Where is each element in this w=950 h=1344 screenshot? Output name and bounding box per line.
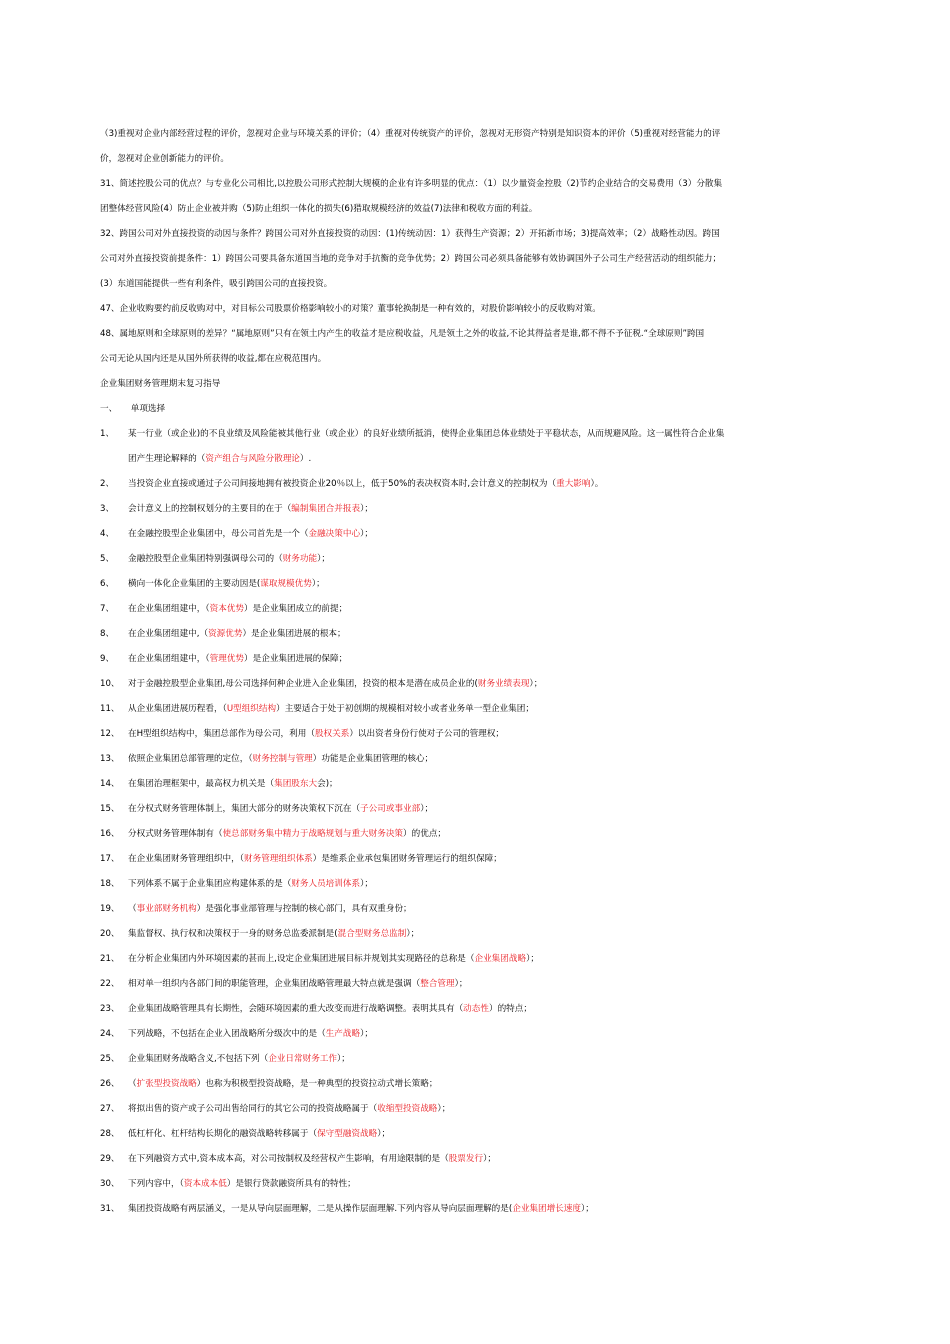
paragraph-line: 团整体经营风险(4）防止企业被并购（5)防止组织一体化的损失(6)猎取规模经济的效益(7)法律和税收方面的利益。 [100,204,538,214]
question-number: 3、 [100,504,115,514]
answer-text: 企业集团战略 [474,954,527,964]
answer-text: 股权关系 [314,729,350,739]
question-item [100,1147,855,1172]
section-number: 一、 [100,404,118,414]
question-text: 在企业集团组建中，（ [128,604,210,614]
question-text-end: ）是企业集团进展的根本； [242,629,346,639]
question-text-end: ）； [483,1154,496,1164]
question-text-end: ）； [526,954,539,964]
question-number: 31、 [100,1204,120,1214]
question-text: 集团投资战略有两层涵义，一是从导向层面理解，二是从操作层面理解.下列内容从导向层面理解的是( [128,1204,513,1214]
question-text: 分权式财务管理体制有（ [128,829,223,839]
question-text: 在集团治理框架中，最高权力机关是（ [128,779,275,789]
question-item [100,422,855,447]
question-item-continued [100,447,883,472]
answer-text: 管理优势 [209,654,245,664]
question-item [100,822,855,847]
question-number: 27、 [100,1104,120,1114]
question-text: 在下列融资方式中,资本成本高，对公司按制权及经营权产生影响，有用途限制的是（ [128,1154,449,1164]
question-text: 会计意义上的控制权划分的主要目的在于（ [128,504,292,514]
question-text: 依照企业集团总部管理的定位，（ [128,754,253,764]
paragraph-line: 公司对外直接投资前提条件：1）跨国公司要具备东道国当地的竞争对手抗衡的竞争优势；2）跨国公司必须具备能够有效协调国外子公司生产经营活动的组织能力； [100,254,722,264]
question-text-end: ）； [360,1029,373,1039]
question-number: 8、 [100,629,115,639]
question-number: 12、 [100,729,120,739]
question-item [100,997,855,1022]
answer-text: 动态性 [463,1004,489,1014]
answer-text: 财务管理组织体系 [244,854,313,864]
question-text: 某一行业（或企业)的不良业绩及风险能被其他行业（或企业）的良好业绩所抵消，使得企业集团总体业绩处于平稳状态，从而规避风险。这一属性符合企业集 [128,429,725,439]
question-item [100,972,855,997]
question-text: 集监督权、执行权和决策权于一身的财务总监委派制是( [128,929,338,939]
question-text: 在分析企业集团内外环境因素的甚而上,设定企业集团进展目标并规划其实现路径的总称是（ [128,954,475,964]
question-text-end: ）。 [590,479,604,489]
section-heading [100,397,855,422]
answer-text: 事业部财务机构 [136,904,197,914]
question-item [100,522,855,547]
question-text: 横向一体化企业集团的主要动因是( [128,579,261,589]
question-text-end: ）； [454,979,468,989]
answer-text: 集团股东大 [274,779,318,789]
question-item [100,572,855,597]
question-text-end: ）也称为积极型投资战略，是一种典型的投资拉动式增长策略； [196,1079,438,1089]
question-text: 在H型组织结构中，集团总部作为母公司，利用（ [128,729,315,739]
question-text-end: ）； [406,929,420,939]
question-item [100,647,855,672]
guide-title: 企业集团财务管理期末复习指导 [100,379,221,389]
answer-text: 使总部财务集中精力于战略规划与重大财务决策 [222,829,404,839]
question-text-end: ）； [377,1129,391,1139]
question-item [100,722,855,747]
question-text: 在企业集团组建中，（ [128,654,210,664]
question-number: 15、 [100,804,120,814]
answer-text: 企业日常财务工作 [268,1054,337,1064]
question-number: 11、 [100,704,120,714]
question-text-end: ）； [420,804,434,814]
question-text-end: ）； [437,1104,451,1114]
question-item [100,1072,855,1097]
answer-text: 财务业绩表现 [477,679,530,689]
question-item [100,497,855,522]
paragraph-line: 48、属地原则和全球原则的差异？“属地原则”只有在领土内产生的收益才是应税收益，凡是领土之外的收益,不论其得益者是谁,都不得不予征税.“全球原则”跨国 [100,329,705,339]
question-text: 金融控股型企业集团特别强调母公司的（ [128,554,283,564]
paragraph-line: 价，忽视对企业创新能力的评价。 [100,154,229,164]
question-text-end: ）. [299,454,312,464]
question-number: 29、 [100,1154,120,1164]
question-number: 16、 [100,829,120,839]
paragraph-line: 47、企业收购要约前反收购对中，对目标公司股票价格影响较小的对策？董事轮换制是一种有效的，对股价影响较小的反收购对策。 [100,304,601,314]
question-item [100,547,855,572]
question-item [100,747,855,772]
question-number: 4、 [100,529,115,539]
question-text: 在分权式财务管理体制上，集团大部分的财务决策权下沉在（ [128,804,361,814]
answer-text: 收缩型投资战略 [377,1104,438,1114]
section-title: 单项选择 [130,404,166,414]
question-item [100,1097,855,1122]
question-item [100,897,855,922]
answer-text: 财务功能 [282,554,318,564]
question-text: 将拟出售的资产或子公司出售给同行的其它公司的投资战略属于（ [128,1104,378,1114]
answer-text: 资源优势 [208,629,243,639]
question-text-end: ）； [317,554,330,564]
answer-text: 生产战略 [325,1029,361,1039]
question-item [100,1172,855,1197]
question-item [100,672,855,697]
paragraph-line: （3)重视对企业内部经营过程的评价，忽视对企业与环境关系的评价；（4）重视对传统资产的评价，忽视对无形资产特别是知识资本的评价（5)重视对经营能力的评 [100,129,721,139]
answer-text: 保守型融资战略 [317,1129,378,1139]
question-item [100,1197,855,1222]
question-text: （ [128,1079,137,1089]
question-text-end: ）的特点； [488,1004,532,1014]
question-number: 24、 [100,1029,120,1039]
question-text: （ [128,904,137,914]
question-number: 23、 [100,1004,120,1014]
question-text: 相对单一组织内各部门间的职能管理，企业集团战略管理最大特点就是强调（ [128,979,421,989]
answer-text: 财务控制与管理 [252,754,313,764]
question-number: 1、 [100,429,115,439]
question-text: 企业集团战略管理具有长期性，会随环境因素的重大改变而进行战略调整。表明其具有（ [128,1004,464,1014]
question-number: 21、 [100,954,120,964]
question-item [100,1122,855,1147]
question-item [100,1047,855,1072]
question-number: 9、 [100,654,115,664]
question-text-end: ）以出资者身份行使对子公司的管理权； [349,729,505,739]
answer-text: U型组织结构 [226,704,277,714]
answer-text: 重大影响 [556,479,591,489]
question-number: 2、 [100,479,115,489]
answer-text: 谋取规模优势 [260,579,312,589]
question-text: 团产生理论解释的（ [128,454,206,464]
question-text: 企业集团财务战略含义,不包括下列（ [128,1054,269,1064]
question-number: 13、 [100,754,120,764]
question-number: 10、 [100,679,120,689]
question-text-end: ）是维系企业承包集团财务管理运行的组织保障； [312,854,502,864]
question-text: 下列内容中，（ [128,1179,184,1189]
question-text: 在企业集团财务管理组织中，（ [128,854,245,864]
answer-text: 扩张型投资战略 [136,1079,197,1089]
answer-text: 编制集团合并报表 [291,504,361,514]
question-text: 低杠杆化、杠杆结构长期化的融资战略转移属于（ [128,1129,318,1139]
question-text-end: ）； [337,1054,350,1064]
question-number: 25、 [100,1054,120,1064]
question-text-end: ）； [311,579,325,589]
paragraph-line: 31、简述控股公司的优点？与专业化公司相比,以控股公司形式控制大规模的企业有许多明显的优点：（1）以少量资金控股（2)节约企业结合的交易费用（3）分散集 [100,179,723,189]
answer-text: 财务人员培训体系 [291,879,361,889]
answer-text: 子公司或事业部 [360,804,421,814]
question-item [100,697,855,722]
answer-text: 资产组合与风险分散理论 [205,454,300,464]
question-text-end: ）； [360,529,373,539]
answer-text: 股票发行 [448,1154,484,1164]
paragraph-line: (3）东道国能提供一些有利条件，吸引跨国公司的直接投资。 [100,279,333,289]
question-item [100,847,855,872]
question-number: 20、 [100,929,120,939]
question-number: 7、 [100,604,115,614]
question-item [100,597,855,622]
question-text: 当投资企业直接或通过子公司间接地拥有被投资企业20％以上，低于50%的表决权资本时,会计意义的控制权为（ [128,479,557,489]
question-item [100,1022,855,1047]
paragraph-line: 公司无论从国内还是从国外所获得的收益,都在应税范围内。 [100,354,327,364]
question-number: 26、 [100,1079,120,1089]
question-item [100,622,855,647]
question-number: 17、 [100,854,120,864]
question-item [100,872,855,897]
question-text-end: ）的优点； [403,829,447,839]
question-number: 6、 [100,579,115,589]
question-item [100,472,855,497]
question-item [100,797,855,822]
question-text-end: ）是企业集团进展的保障； [244,654,348,664]
question-text-end: ）是银行贷款融资所具有的特性； [226,1179,356,1189]
question-text: 下列战略，不包括在企业入团战略所分级次中的是（ [128,1029,326,1039]
question-item [100,772,855,797]
question-text-end: ）； [360,879,373,889]
question-text-end: ）主要适合于处于初创期的规模相对较小或者业务单一型企业集团； [276,704,534,714]
question-text-end: ）是强化事业部管理与控制的核心部门，具有双重身份； [196,904,412,914]
question-text-end: 会)； [317,779,338,789]
question-text-end: ）功能是企业集团管理的核心； [312,754,434,764]
question-item [100,922,855,947]
paragraph-line: 32、跨国公司对外直接投资的动因与条件？跨国公司对外直接投资的动因：(1)传统动因：1）获得生产资源；2）开拓新市场；3)提高效率；（2）战略性动因。跨国 [100,229,720,239]
question-number: 19、 [100,904,120,914]
answer-text: 资本优势 [209,604,245,614]
question-number: 28、 [100,1129,120,1139]
question-number: 5、 [100,554,115,564]
question-number: 14、 [100,779,120,789]
question-number: 30、 [100,1179,120,1189]
answer-text: 资本成本低 [183,1179,227,1189]
answer-text: 整合管理 [420,979,455,989]
question-text-end: ）； [529,679,543,689]
question-number: 22、 [100,979,120,989]
question-number: 18、 [100,879,120,889]
answer-text: 金融决策中心 [308,529,361,539]
question-text-end: ）是企业集团成立的前提； [244,604,348,614]
question-text: 在金融控股型企业集团中，母公司首先是一个（ [128,529,309,539]
question-text: 下列体系不属于企业集团应构建体系的是（ [128,879,292,889]
answer-text: 混合型财务总监制 [337,929,407,939]
question-text-end: ）； [360,504,373,514]
question-text: 从企业集团进展历程看，（ [128,704,227,714]
question-item [100,947,855,972]
question-text-end: ）； [580,1204,594,1214]
answer-text: 企业集团增长速度 [512,1204,581,1214]
question-text: 对于金融控股型企业集团,母公司选择何种企业进入企业集团，投资的根本是潜在成员企业的( [128,679,478,689]
question-text: 在企业集团组建中,（ [128,629,209,639]
